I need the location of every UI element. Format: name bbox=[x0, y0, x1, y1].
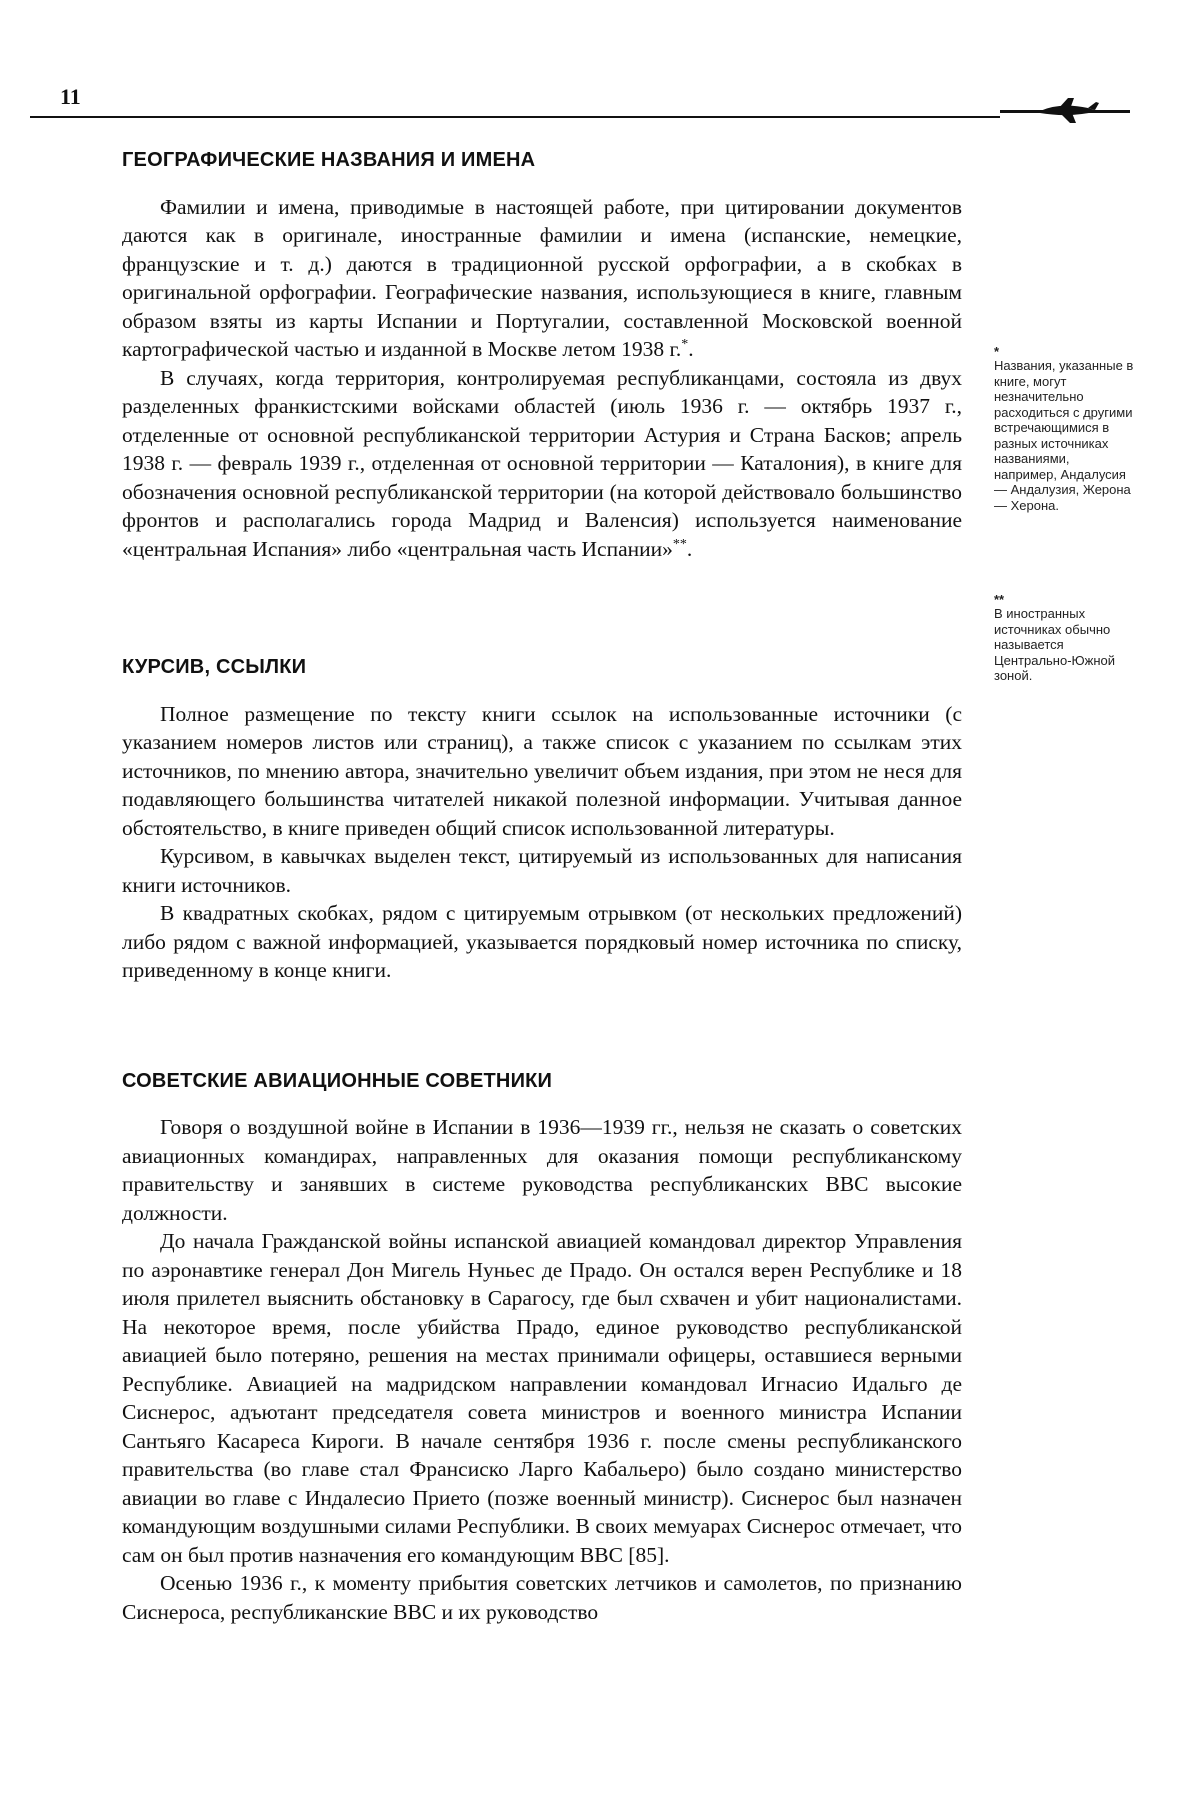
paragraph: Осенью 1936 г., к моменту прибытия советских летчиков и самолетов, по признанию Сиснероса, республиканские ВВС и их руководство bbox=[122, 1571, 962, 1624]
footnote-mark: * bbox=[994, 344, 1000, 359]
paragraph: Полное размещение по тексту книги ссылок на использованные источники (с указанием номеров листов или страниц), а также список с указанием по ссылкам этих источников, по мнению автора, значительно увеличит объем издания, при этом не неся для подавляющего большинства читателей никакой полезной информации. Учитывая данное обстоятельство, в книге приведен общий список использованной литературы. bbox=[122, 701, 962, 840]
paragraph: Курсивом, в кавычках выделен текст, цитируемый из использованных для написания книги источников. bbox=[122, 844, 962, 897]
footnote-ref: * bbox=[681, 336, 689, 352]
paragraph: В случаях, когда территория, контролируемая республиканцами, состояла из двух разделенных франкистскими войсками областей (июль 1936 г. — октябрь 1937 г., отделенные от основной республиканской территории Астурия и Страна Басков; апрель 1938 г. — февраль 1939 г., отделенная от основной территории — Каталония), в книге для обозначения основной республиканской территории (на которой действовало большинство фронтов и располагались города Мадрид и Валенсия) используется наименование «центральная Испания» либо «центральная часть Испании»**. bbox=[122, 365, 962, 561]
section-heading: КУРСИВ, ССЫЛКИ bbox=[122, 656, 307, 678]
paragraph: В квадратных скобках, рядом с цитируемым отрывком (от нескольких предложений) либо рядом с важной информацией, указывается порядковый номер источника по списку, приведенному в конце книги. bbox=[122, 901, 962, 982]
footnote-text: В иностранных источниках обычно называется Центрально-Южной зоной. bbox=[994, 606, 1116, 683]
section-italics-references bbox=[122, 653, 962, 985]
page-number: 11 bbox=[60, 84, 81, 109]
section-heading: СОВЕТСКИЕ АВИАЦИОННЫЕ СОВЕТНИКИ bbox=[122, 1069, 553, 1092]
footnote-ref: ** bbox=[672, 536, 687, 552]
airplane-silhouette-icon bbox=[1000, 96, 1130, 126]
sidebar-footnote bbox=[994, 594, 1134, 684]
section-geographic-names bbox=[122, 146, 962, 563]
main-text-column bbox=[122, 146, 962, 1670]
footnote-mark: ** bbox=[994, 592, 1005, 607]
sidebar-footnote bbox=[994, 346, 1134, 513]
section-soviet-advisers bbox=[122, 1067, 962, 1627]
header-rule bbox=[30, 116, 1000, 118]
section-heading: ГЕОГРАФИЧЕСКИЕ НАЗВАНИЯ И ИМЕНА bbox=[122, 149, 536, 171]
paragraph: До начала Гражданской войны испанской авиацией командовал директор Управления по аэронавтике генерал Дон Мигель Нуньес де Прадо. Он остался верен Республике и 18 июля прилетел выяснить обстановку в Сарагосу, где был схвачен и убит националистами. На некоторое время, после убийства Прадо, единое руководство республиканской авиацией было потеряно, решения на местах принимали офицеры, оставшиеся верными Республике. Авиацией на мадридском направлении командовал Игнасио Идальго де Сиснерос, адъютант председателя совета министров и военного министра Испании Сантьяго Касареса Кироги. В начале сентября 1936 г. после смены республиканского правительства (во главе стал Франсиско Ларго Кабальеро) было создано министерство авиации во главе с Индалесио Прието (позже военный министр). Сиснерос был назначен командующим воздушными силами Республики. В своих мемуарах Сиснерос отмечает, что сам он был против назначения его командующим ВВС [85]. bbox=[122, 1229, 962, 1567]
footnote-text: Названия, указанные в книге, могут незначительно расходиться с другими встречающимися в разных источниках названиями, например, Андалусия — Андалузия, Жерона — Херона. bbox=[994, 358, 1134, 513]
paragraph: Фамилии и имена, приводимые в настоящей работе, при цитировании документов даются как в оригинале, иностранные фамилии и имена (испанские, немецкие, французские и т. д.) даются в традиционной русской орфографии, а в скобках в оригинальной орфографии. Географические названия, использующиеся в книге, главным образом взяты из карты Испании и Португалии, составленной Московской военной картографической частью и изданной в Москве летом 1938 г.*. bbox=[122, 194, 962, 361]
paragraph: Говоря о воздушной войне в Испании в 1936—1939 гг., нельзя не сказать о советских авиационных командирах, направленных для оказания помощи республиканскому правительству и занявших в системе руководства республиканских ВВС высокие должности. bbox=[122, 1115, 962, 1225]
